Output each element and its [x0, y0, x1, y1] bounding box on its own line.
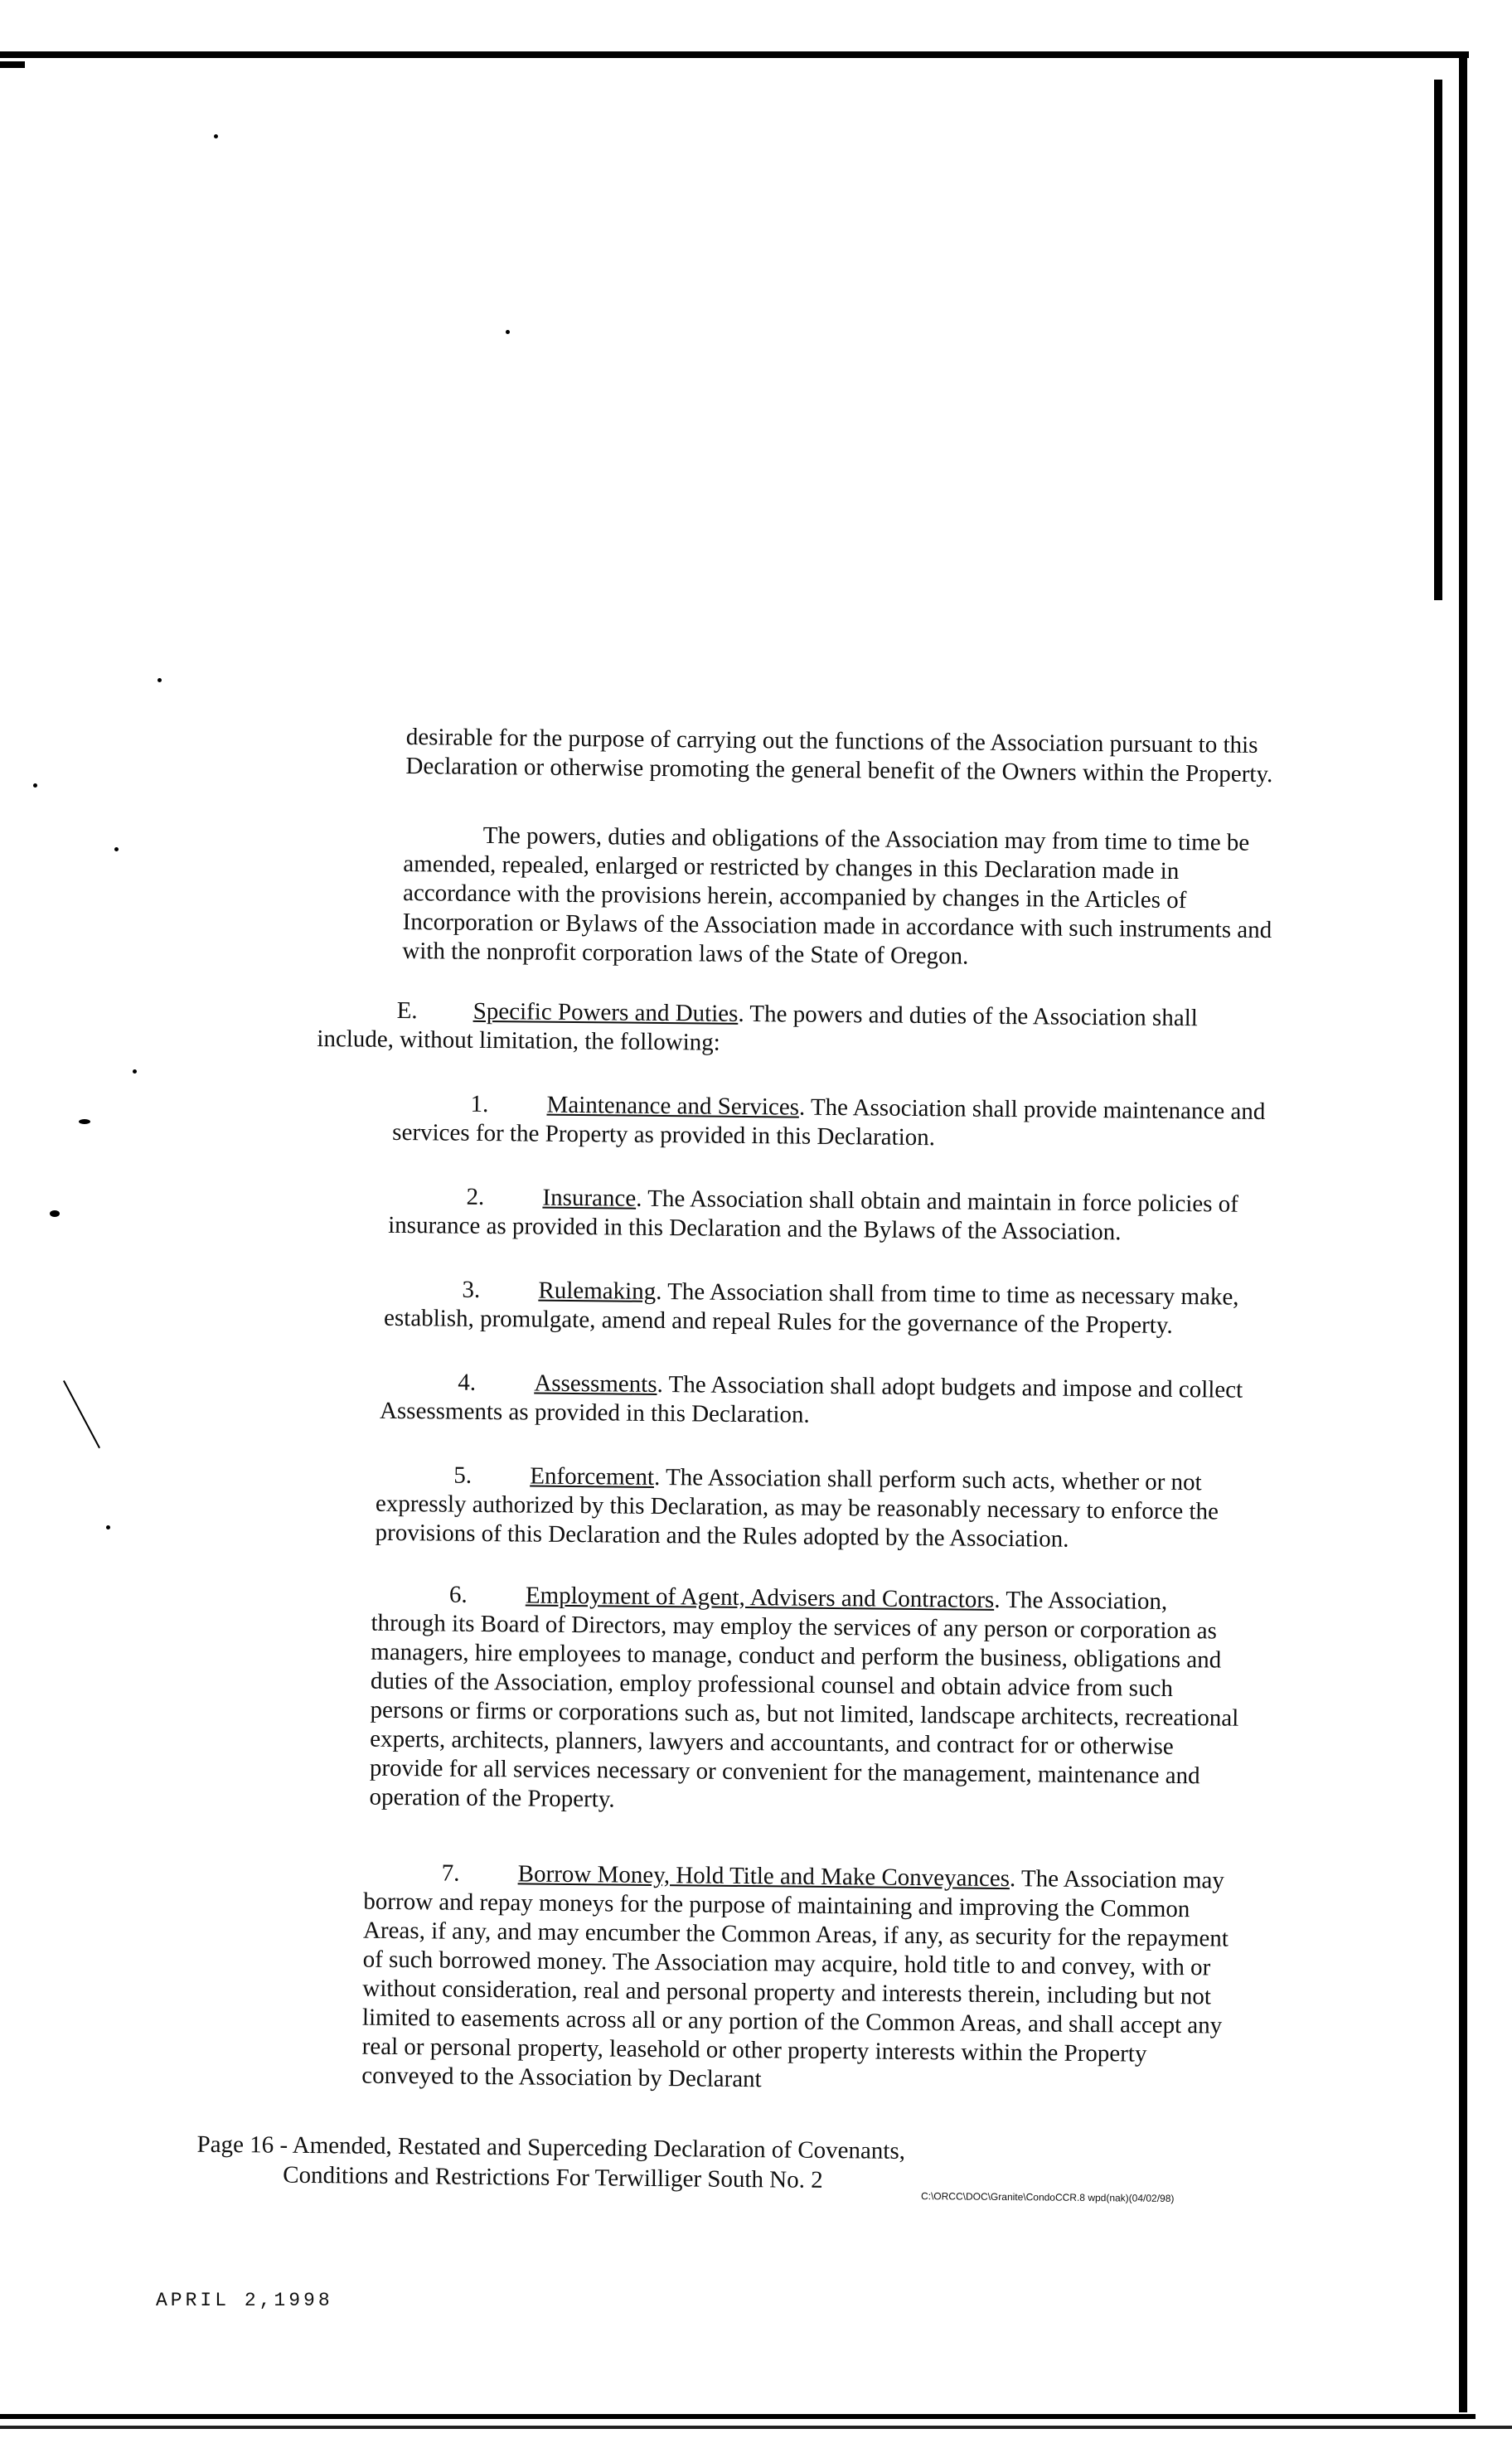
text-line: managers, hire employees to manage, conduct and perform the business, obligations and [371, 1638, 1222, 1674]
item-heading: Insurance [542, 1184, 637, 1212]
list-item-3 [384, 1275, 1239, 1341]
footer-title-line-2: Conditions and Restrictions For Terwilliger South No. 2 [283, 2161, 823, 2194]
item-heading: Maintenance and Services [546, 1091, 800, 1121]
text-line: Incorporation or Bylaws of the Association made in accordance with such instruments and [402, 909, 1272, 944]
text-line: borrow and repay moneys for the purpose of maintaining and improving the Common [363, 1888, 1190, 1923]
item-number: 2. [466, 1183, 485, 1210]
section-e [317, 996, 1198, 1062]
section-marker: E. [396, 996, 418, 1025]
text-line: duties of the Association, employ professional counsel and obtain advice from such [370, 1667, 1174, 1702]
footer-file-path: C:\ORCC\DOC\Granite\CondoCCR.8 wpd(nak)(04/02/98) [920, 2190, 1175, 2205]
item-number: 4. [458, 1369, 477, 1396]
list-item-5 [375, 1461, 1219, 1556]
text-line: amended, repealed, enlarged or restricted by changes in this Declaration made in [403, 851, 1180, 885]
text-line: The powers, duties and obligations of the Association may from time to time be [482, 822, 1250, 856]
item-lead: . The Association shall from time to time as necessary make, [656, 1277, 1239, 1311]
text-line: experts, architects, planners, lawyers and accountants, and contract for or otherwise [370, 1725, 1174, 1760]
text-line: establish, promulgate, amend and repeal Rules for the governance of the Property. [383, 1304, 1173, 1339]
text-line: operation of the Property. [369, 1783, 615, 1813]
item-lead: . The Association may [1009, 1865, 1224, 1894]
item-heading: Employment of Agent, Advisers and Contractors [525, 1582, 995, 1613]
text-line: Areas, if any, and may encumber the Common Areas, if any, as security for the repayment [362, 1917, 1229, 1952]
text-line: conveyed to the Association by Declarant [361, 2062, 762, 2093]
text-line: provide for all services necessary or convenient for the management, maintenance and [369, 1754, 1200, 1790]
item-number: 7. [441, 1859, 460, 1887]
text-line: Assessments as provided in this Declaration. [379, 1397, 810, 1428]
section-text: . The powers and duties of the Association shall [738, 1000, 1198, 1032]
item-number: 6. [448, 1581, 468, 1608]
text-line: with the nonprofit corporation laws of the State of Oregon. [402, 938, 969, 970]
item-heading: Borrow Money, Hold Title and Make Conveyances [517, 1860, 1010, 1893]
text-line: insurance as provided in this Declaration and the Bylaws of the Association. [388, 1211, 1122, 1246]
text-line: expressly authorized by this Declaration, as may be reasonably necessary to enforce the [375, 1490, 1219, 1525]
item-number: 3. [462, 1276, 481, 1303]
item-heading: Assessments [534, 1369, 657, 1398]
text-line: limited to easements across all or any portion of the Common Areas, and shall accept any [361, 2004, 1223, 2039]
text-line: include, without limitation, the following: [317, 1025, 720, 1056]
text-line: without consideration, real and personal property and interests therein, including but not [362, 1975, 1212, 2010]
list-item-6 [369, 1580, 1239, 1820]
item-heading: Rulemaking [538, 1277, 657, 1305]
text-line: desirable for the purpose of carrying out the functions of the Association pursuant to this [405, 724, 1258, 759]
item-number: 1. [470, 1090, 489, 1118]
text-line: persons or firms or corporations such as, but not limited, landscape architects, recreational [370, 1696, 1239, 1732]
list-item-2 [388, 1182, 1238, 1248]
text-line: Declaration or otherwise promoting the general benefit of the Owners within the Property. [405, 753, 1273, 788]
list-item-4 [380, 1368, 1243, 1434]
text-line: of such borrowed money. The Association may acquire, hold title to and convey, with or [362, 1946, 1211, 1981]
date-stamp: APRIL 2,1998 [156, 2290, 333, 2311]
text-line: through its Board of Directors, may employ the services of any person or corporation as [371, 1609, 1218, 1645]
text-line: provisions of this Declaration and the Rules adopted by the Association. [375, 1519, 1069, 1553]
item-heading: Enforcement [530, 1462, 655, 1491]
list-item-7 [361, 1859, 1229, 2099]
item-lead: . The Association shall provide maintenance and [798, 1093, 1266, 1126]
text-line: real or personal property, leasehold or other property interests within the Property [361, 2033, 1147, 2067]
item-lead: . The Association, [994, 1586, 1168, 1615]
item-lead: . The Association shall adopt budgets and impose and collect [657, 1370, 1243, 1403]
powers-paragraph [402, 821, 1272, 974]
text-line: accordance with the provisions herein, accompanied by changes in the Articles of [402, 880, 1187, 914]
item-number: 5. [453, 1462, 472, 1489]
footer-title-line-1: Page 16 - Amended, Restated and Superceding Declaration of Covenants, [196, 2130, 906, 2164]
text-line: services for the Property as provided in this Declaration. [392, 1118, 936, 1151]
item-lead: . The Association shall perform such acts, whether or not [653, 1463, 1202, 1496]
section-heading: Specific Powers and Duties [472, 997, 739, 1027]
list-item-1 [392, 1089, 1265, 1156]
item-lead: . The Association shall obtain and maintain in force policies of [636, 1185, 1239, 1218]
intro-paragraph [405, 723, 1272, 789]
